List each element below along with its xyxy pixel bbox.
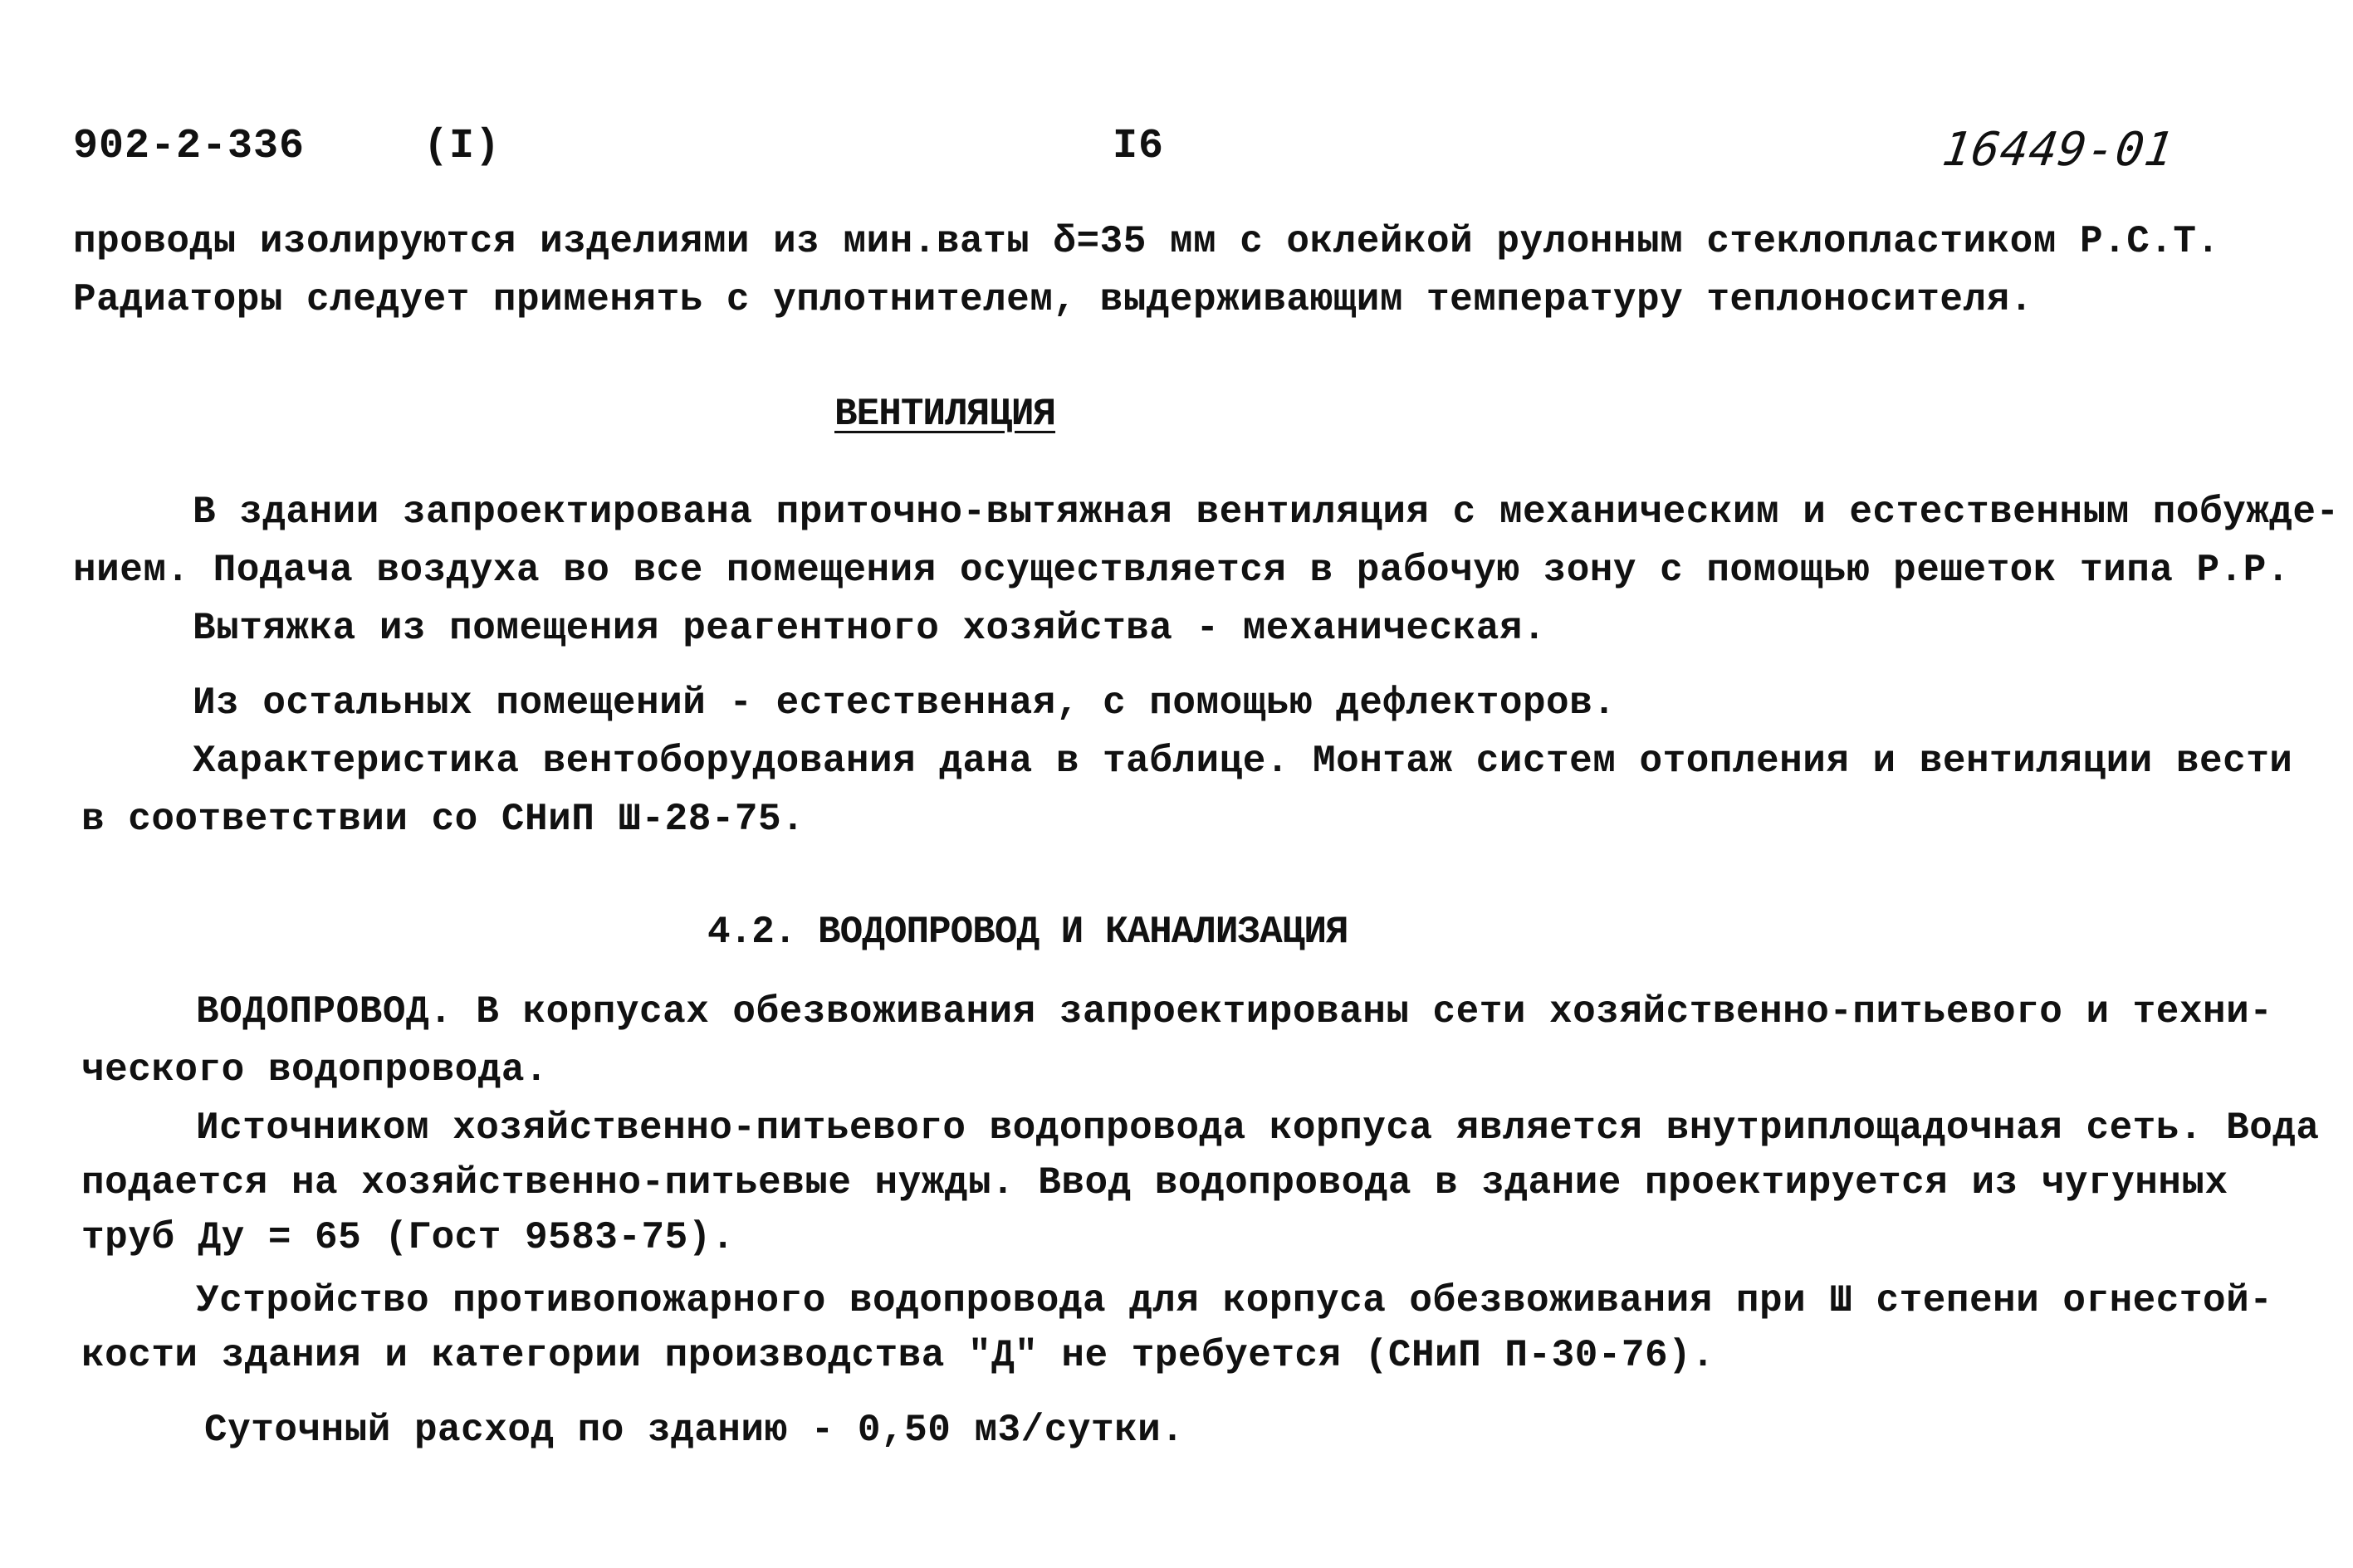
water-line-1: ВОДОПРОВОД. В корпусах обезвоживания запроектированы сети хозяйственно-питьевого и техни- [196,990,2273,1033]
water-line-7: кости здания и категории производства "Д" не требуется (СНиП П-30-76). [81,1334,1715,1377]
water-line-6: Устройство противопожарного водопровода для корпуса обезвоживания при Ш степени огнестой- [196,1279,2273,1322]
water-line-4: подается на хозяйственно-питьевые нужды. Ввод водопровода в здание проектируется из чугунных [81,1161,2228,1204]
intro-line-1: проводы изолируются изделиями из мин.ваты δ=35 мм с оклейкой рулонным стеклопластиком Р.С.Т. [73,220,2220,263]
intro-line-2: Радиаторы следует применять с уплотнителем, выдерживающим температуру теплоносителя. [73,278,2033,321]
header-part: (I) [423,123,501,170]
section-title-ventilation: ВЕНТИЛЯЦИЯ [834,393,1056,436]
ventilation-line-2: нием. Подача воздуха во все помещения осуществляется в рабочую зону с помощью решеток типа Р.Р. [73,549,2290,592]
ventilation-line-5: Характеристика вентоборудования дана в таблице. Монтаж систем отопления и вентиляции вести [193,740,2293,783]
water-line-8: Суточный расход по зданию - 0,50 м3/сутки. [204,1409,1185,1452]
ventilation-line-4: Из остальных помещений - естественная, с помощью дефлекторов. [193,681,1617,725]
water-line-2: ческого водопровода. [81,1048,549,1092]
header-doc-number: 16449-01 [1939,123,2178,177]
header-code: 902-2-336 [73,123,306,170]
water-line-3: Источником хозяйственно-питьевого водопровода корпуса является внутриплощадочная сеть. Вода [196,1106,2320,1150]
ventilation-line-1: В здании запроектирована приточно-вытяжная вентиляция с механическим и естественным побужде- [193,491,2340,534]
water-line-5: труб Ду = 65 (Гост 9583-75). [81,1216,735,1259]
ventilation-line-3: Вытяжка из помещения реагентного хозяйства - механическая. [193,607,1547,650]
section-title-water: 4.2. ВОДОПРОВОД И КАНАЛИЗАЦИЯ [707,911,1348,954]
header-page-number: I6 [1113,123,1165,170]
ventilation-line-6: в соответствии со СНиП Ш-28-75. [81,798,805,841]
